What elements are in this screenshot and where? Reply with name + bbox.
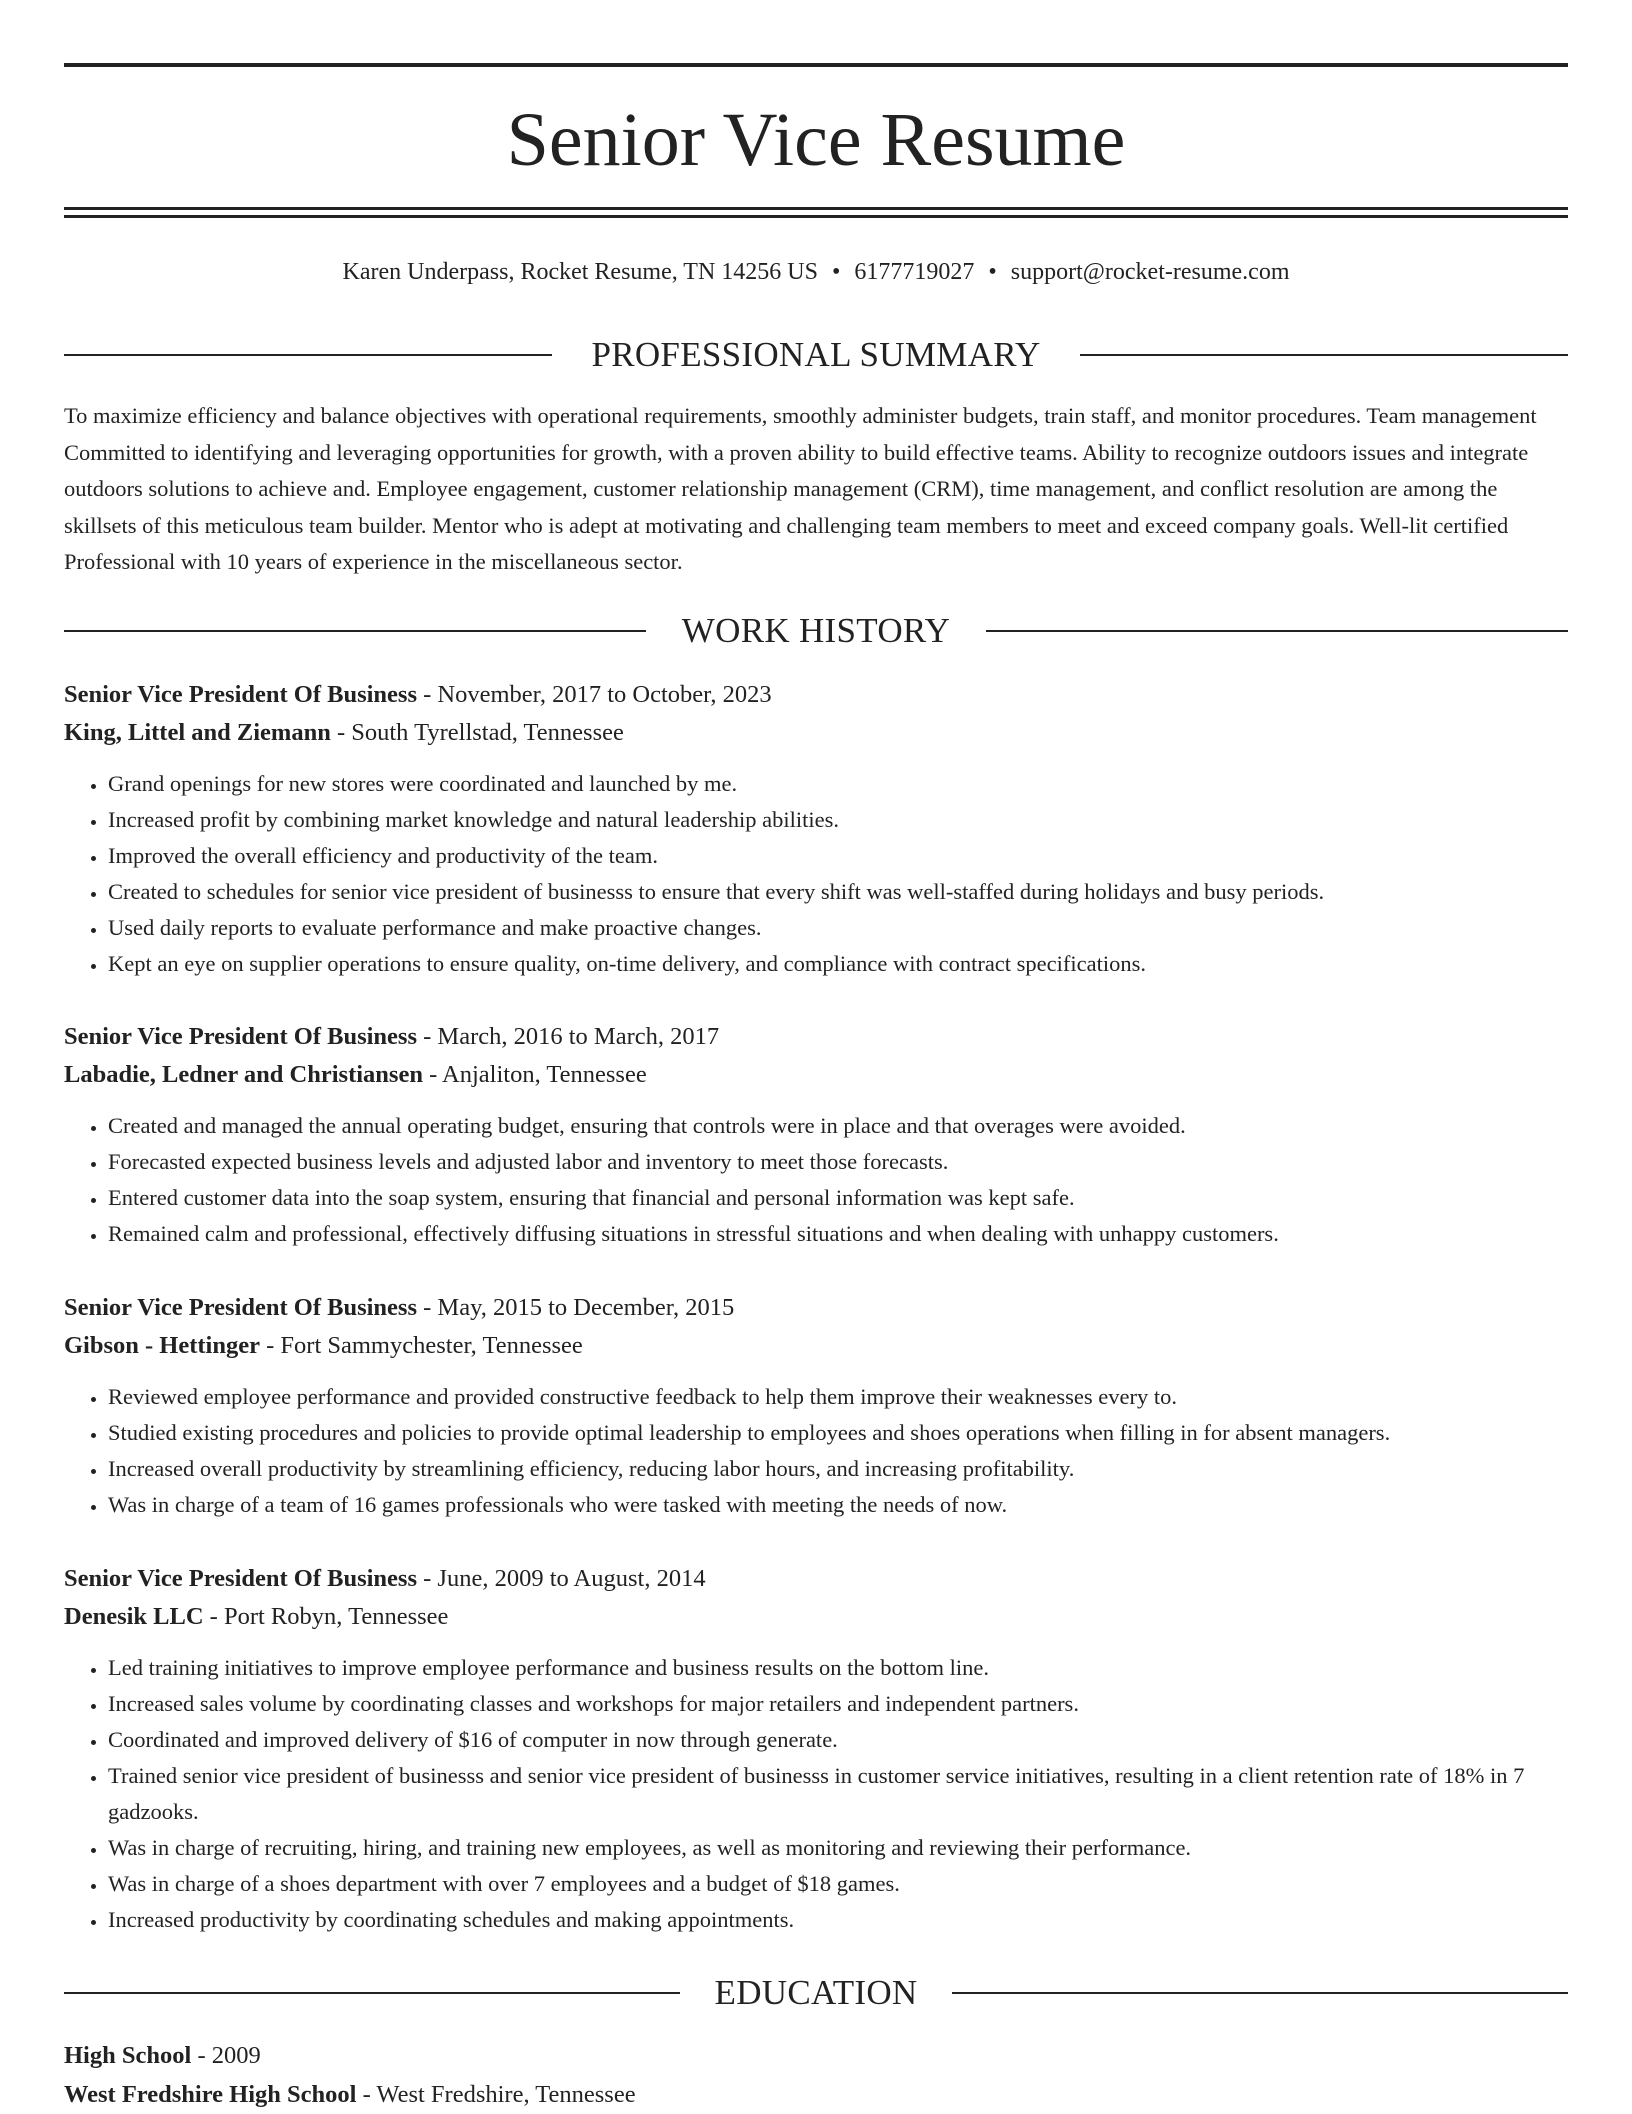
job-bullet: • Remained calm and professional, effectively diffusing situations in stressful situations and when dealing with unhappy customers. [108,1216,1568,1252]
job-company: Gibson - Hettinger [64,1332,260,1359]
job-entry [64,676,1568,982]
summary-text: To maximize efficiency and balance objectives with operational requirements, smoothly administer budgets, train staff, and monitor procedures. Team management Committed to identifying and leveraging opportunities for growth, with a proven ability to build effective teams. Ability to recognize outdoors issues and integrate outdoors solutions to achieve and. Employee engagement, customer relationship management (CRM), time management, and conflict resolution are among the skillsets of this meticulous team builder. Mentor who is adept at motivating and challenging team members to meet and exceed company goals. Well-lit certified Professional with 10 years of experience in the miscellaneous sector. [64,403,1537,574]
job-bullet: • Increased profit by combining market knowledge and natural leadership abilities. [108,802,1568,838]
contact-separator: • [831,259,841,285]
education-entry [64,2036,1568,2114]
job-dates: - June, 2009 to August, 2014 [417,1565,706,1592]
job-dates: - March, 2016 to March, 2017 [417,1023,720,1050]
job-bullet: • Trained senior vice president of businesss and senior vice president of businesss in customer service initiatives, resulting in a client retention rate of 18% in 7 gadzooks. [108,1758,1568,1830]
job-bullet: • Increased overall productivity by streamlining efficiency, reducing labor hours, and increasing profitability. [108,1451,1568,1487]
job-bullet: • Studied existing procedures and policies to provide optimal leadership to employees and shoes operations when filling in for absent managers. [108,1415,1568,1451]
job-dates: - May, 2015 to December, 2015 [417,1294,735,1321]
contact-email: support@rocket-resume.com [1010,259,1290,285]
job-bullet: • Increased sales volume by coordinating classes and workshops for major retailers and independent partners. [108,1686,1568,1722]
job-bullet: • Used daily reports to evaluate performance and make proactive changes. [108,910,1568,946]
job-company: Labadie, Ledner and Christiansen [64,1061,423,1088]
job-bullet: • Coordinated and improved delivery of $16 of computer in now through generate. [108,1722,1568,1758]
education-heading: EDUCATION [714,1973,918,2012]
job-title: Senior Vice President Of Business [64,1565,418,1592]
education-section-header [64,1971,1568,2015]
top-rule [64,63,1568,67]
job-bullet: • Increased productivity by coordinating schedules and making appointments. [108,1902,1568,1938]
job-company: Denesik LLC [64,1603,204,1630]
job-bullet: • Reviewed employee performance and provided constructive feedback to help them improve their weaknesses every to. [108,1379,1568,1415]
job-bullet: • Grand openings for new stores were coordinated and launched by me. [108,766,1568,802]
job-bullet: • Forecasted expected business levels and adjusted labor and inventory to meet those forecasts. [108,1144,1568,1180]
job-location: - Port Robyn, Tennessee [203,1603,449,1630]
job-location: - Anjaliton, Tennessee [422,1061,647,1088]
contact-separator: • [988,259,997,285]
resume-title: Senior Vice Resume [506,98,1126,182]
job-bullet: • Was in charge of recruiting, hiring, and training new employees, as well as monitoring and reviewing their performance. [108,1830,1568,1866]
job-bullets [64,1379,1568,1523]
job-title: Senior Vice President Of Business [64,1023,418,1050]
job-bullet: • Kept an eye on supplier operations to ensure quality, on-time delivery, and compliance with contract specifications. [108,946,1568,982]
job-company: King, Littel and Ziemann [64,719,331,746]
job-bullet: • Created to schedules for senior vice president of businesss to ensure that every shift was well-staffed during holidays and busy periods. [108,874,1568,910]
job-location: - South Tyrellstad, Tennessee [330,719,624,746]
job-entry [64,1018,1568,1252]
job-entry [64,1289,1568,1523]
job-bullets [64,1650,1568,1938]
job-bullet: • Was in charge of a team of 16 games professionals who were tasked with meeting the needs of now. [108,1487,1568,1523]
work-heading: WORK HISTORY [681,611,951,650]
education-school: West Fredshire High School [64,2081,357,2108]
contact-phone: 6177719027 [854,259,975,285]
education-year: - 2009 [191,2042,261,2069]
job-entry [64,1560,1568,1938]
title-double-rule-upper [64,207,1568,210]
job-bullet: • Improved the overall efficiency and productivity of the team. [108,838,1568,874]
header-rule-right [1080,354,1568,356]
contact-address: Karen Underpass, Rocket Resume, TN 14256 US [342,259,818,285]
job-bullet: • Was in charge of a shoes department with over 7 employees and a budget of $18 games. [108,1866,1568,1902]
title-double-rule-lower [64,215,1568,218]
education-location: - West Fredshire, Tennessee [356,2081,636,2108]
job-title: Senior Vice President Of Business [64,681,418,708]
job-bullet: • Entered customer data into the soap system, ensuring that financial and personal information was kept safe. [108,1180,1568,1216]
header-rule-right [986,630,1568,632]
contact-line [64,254,1568,290]
job-dates: - November, 2017 to October, 2023 [417,681,772,708]
job-bullets [64,766,1568,982]
summary-section-header [64,333,1568,377]
job-bullets [64,1108,1568,1252]
education-degree: High School [64,2042,192,2069]
job-title: Senior Vice President Of Business [64,1294,418,1321]
job-bullet: • Led training initiatives to improve employee performance and business results on the bottom line. [108,1650,1568,1686]
job-bullet: • Created and managed the annual operating budget, ensuring that controls were in place and that overages were avoided. [108,1108,1568,1144]
work-section-header [64,609,1568,653]
header-rule-right [952,1992,1568,1994]
job-location: - Fort Sammychester, Tennessee [260,1332,583,1359]
summary-heading: PROFESSIONAL SUMMARY [591,335,1041,374]
